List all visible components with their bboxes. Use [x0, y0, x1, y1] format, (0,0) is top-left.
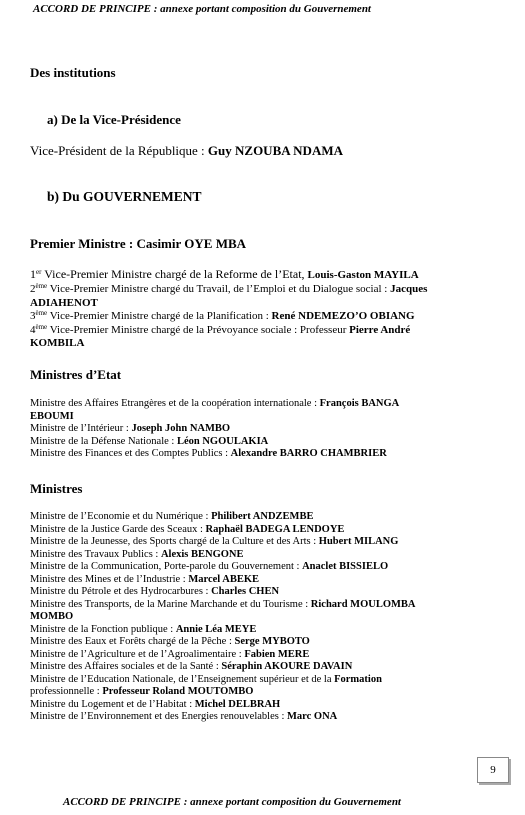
page-number: 9 [477, 757, 509, 783]
ministre-etat-item: Ministre des Affaires Etrangères et de la coopération internationale : François BANGA [30, 398, 400, 409]
ministre-etat-item: Ministre de la Défense Nationale : Léon NGOULAKIA [30, 435, 269, 447]
ministre-item: Ministre de la Communication, Porte-parole du Gouvernement : Anaclet BISSIELO [30, 561, 389, 572]
vice-premier-role: Vice-Premier Ministre chargé de la Reforme de l’Etat, [41, 267, 308, 281]
vice-premier-name: Pierre André [349, 323, 411, 336]
ministre-item: Ministre du Logement et de l’Habitat : Michel DELBRAH [30, 698, 281, 710]
vice-premier-name: René NDEMEZO’O OBIANG [271, 310, 415, 322]
vice-premier-name: Jacques [390, 283, 428, 295]
vice-premier-name: Louis-Gaston MAYILA [307, 269, 419, 281]
vice-president-role: Vice-Président de la République : [30, 143, 208, 158]
page-footer: ACCORD DE PRINCIPE : annexe portant composition du Gouvernement [63, 796, 401, 808]
ministre-etat-item: Ministre de l’Intérieur : Joseph John NAMBO [30, 423, 231, 434]
ministre-item: Ministre des Affaires sociales et de la Santé : Séraphin AKOURE DAVAIN [30, 661, 353, 672]
page-header: ACCORD DE PRINCIPE : annexe portant composition du Gouvernement [33, 3, 371, 15]
vice-premiers-list [30, 268, 427, 351]
ministres-list [30, 511, 415, 724]
subsection-title-gouvernement: b) Du GOUVERNEMENT [47, 189, 202, 204]
vice-premier-role: Vice-Premier Ministre chargé de la Planification : [47, 310, 272, 322]
vice-premier-item: 3ème Vice-Premier Ministre chargé de la Planification : René NDEMEZO’O OBIANG [30, 309, 415, 322]
ministre-item: Ministre des Travaux Publics : Alexis BENGONE [30, 548, 244, 560]
premier-ministre-line [30, 236, 246, 252]
vice-premier-item: 1er Vice-Premier Ministre chargé de la Reforme de l’Etat, Louis-Gaston MAYILA [30, 267, 419, 281]
vice-premier-item-cont: ADIAHENOT [30, 296, 98, 309]
ministre-item: Ministre des Eaux et Forêts chargé de la Pêche : Serge MYBOTO [30, 636, 310, 647]
ministre-item: Ministre de l’Environnement et des Energies renouvelables : Marc ONA [30, 711, 338, 722]
ministre-item: Ministre de la Fonction publique : Annie Léa MEYE [30, 623, 257, 635]
section-title-ministres-etat: Ministres d’Etat [30, 367, 122, 382]
ministre-item: Ministre du Pétrole et des Hydrocarbures : Charles CHEN [30, 586, 280, 597]
section-title-ministres: Ministres [30, 481, 83, 496]
section-title-institutions: Des institutions [30, 65, 116, 80]
ministre-item: Ministre de la Justice Garde des Sceaux : Raphaël BADEGA LENDOYE [30, 523, 345, 535]
ministre-item: Ministre des Transports, de la Marine Marchande et du Tourisme : Richard MOULOMBA [30, 598, 416, 610]
ministre-item: Ministre de l’Agriculture et de l’Agroalimentaire : Fabien MERE [30, 648, 310, 660]
vice-premier-item-cont: KOMBILA [30, 337, 85, 349]
premier-ministre-name: Casimir OYE MBA [136, 236, 247, 251]
ministre-item: Ministre des Mines et de l’Industrie : Marcel ABEKE [30, 573, 260, 585]
vice-president-line [30, 143, 343, 159]
ministre-item: Ministre de la Jeunesse, des Sports chargé de la Culture et des Arts : Hubert MILANG [30, 536, 399, 547]
ministre-etat-item-cont: EBOUMI [30, 410, 74, 422]
ministre-item: Ministre de l’Education Nationale, de l’Enseignement supérieur et de la Formation [30, 673, 382, 685]
vice-president-name: Guy NZOUBA NDAMA [207, 143, 343, 158]
vice-premier-item: 2ème Vice-Premier Ministre chargé du Travail, de l’Emploi et du Dialogue social : Jacques [30, 282, 428, 295]
premier-ministre-role: Premier Ministre : [30, 236, 137, 251]
ministre-etat-item: Ministre des Finances et des Comptes Publics : Alexandre BARRO CHAMBRIER [30, 448, 387, 459]
vice-premier-role: Vice-Premier Ministre chargé du Travail, de l’Emploi et du Dialogue social : [47, 283, 391, 295]
ministre-item-cont: professionnelle : Professeur Roland MOUTOMBO [30, 686, 254, 697]
vice-premier-role: Vice-Premier Ministre chargé de la Prévoyance sociale : Professeur [47, 323, 350, 336]
ministre-item: Ministre de l’Economie et du Numérique : Philibert ANDZEMBE [30, 511, 314, 522]
subsection-title-vice-presidence: a) De la Vice-Présidence [47, 112, 181, 127]
ministre-item-cont: MOMBO [30, 611, 74, 622]
vice-premier-item: 4ème Vice-Premier Ministre chargé de la Prévoyance sociale : Professeur Pierre André [30, 322, 411, 336]
ministres-etat-list [30, 398, 399, 461]
